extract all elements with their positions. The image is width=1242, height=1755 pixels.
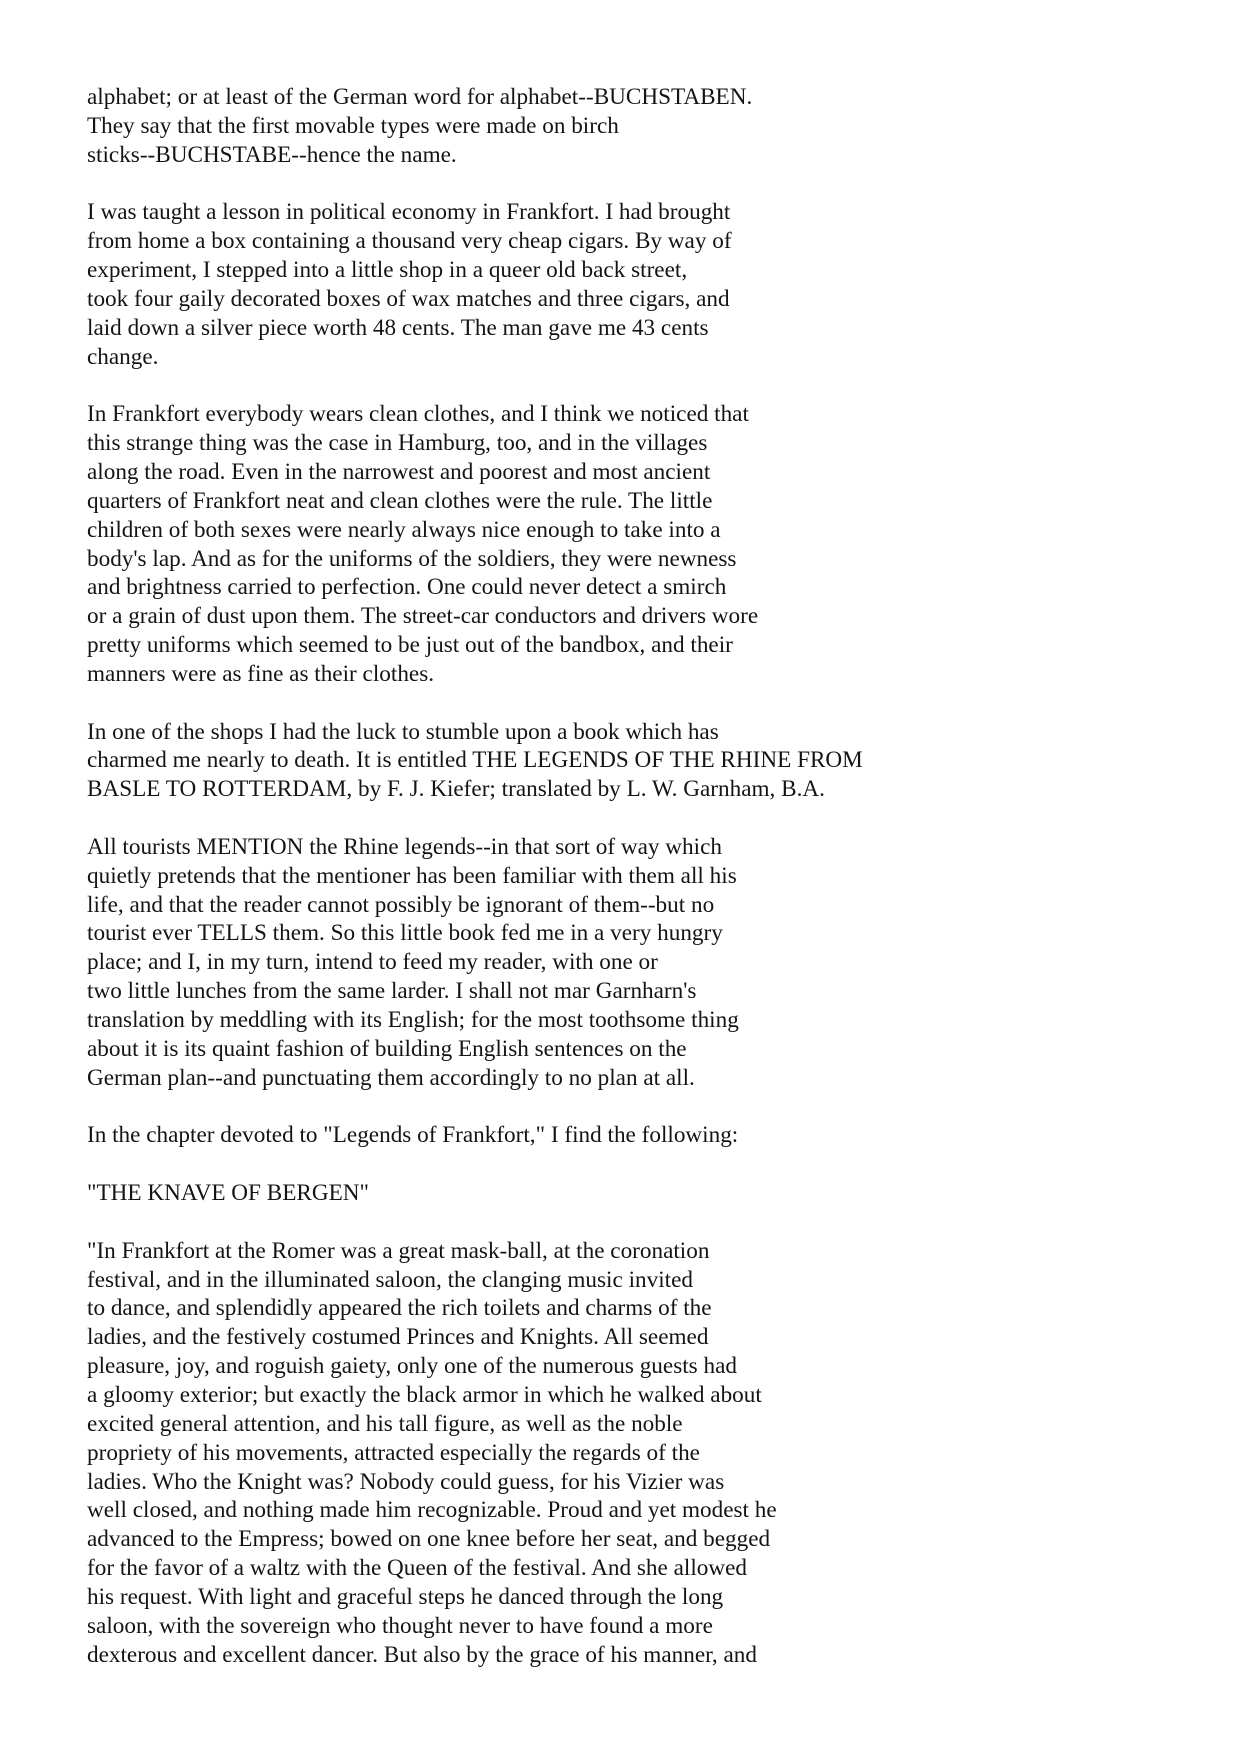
text-line: experiment, I stepped into a little shop in a queer old back street, — [87, 257, 688, 284]
paragraph-alphabet — [87, 83, 1187, 170]
text-line: or a grain of dust upon them. The street-car conductors and drivers wore — [87, 603, 759, 630]
text-line: advanced to the Empress; bowed on one knee before her seat, and begged — [87, 1526, 771, 1553]
text-line: quarters of Frankfort neat and clean clothes were the rule. The little — [87, 487, 713, 514]
text-line: his request. With light and graceful steps he danced through the long — [87, 1583, 724, 1610]
text-line: for the favor of a waltz with the Queen of the festival. And she allowed — [87, 1555, 747, 1582]
text-line: to dance, and splendidly appeared the rich toilets and charms of the — [87, 1295, 712, 1322]
text-line: this strange thing was the case in Hamburg, too, and in the villages — [87, 430, 708, 457]
text-line: translation by meddling with its English; for the most toothsome thing — [87, 1007, 739, 1033]
text-line: German plan--and punctuating them accordingly to no plan at all. — [87, 1064, 695, 1091]
text-line: festival, and in the illuminated saloon, the clanging music invited — [87, 1266, 693, 1293]
text-line: two little lunches from the same larder. I shall not mar Garnharn's — [87, 978, 697, 1005]
text-line: quietly pretends that the mentioner has been familiar with them all his — [87, 862, 737, 889]
text-line: pretty uniforms which seemed to be just out of the bandbox, and their — [87, 632, 733, 659]
text-line: life, and that the reader cannot possibly be ignorant of them--but no — [87, 891, 715, 918]
legend-title — [87, 1179, 1187, 1208]
paragraph-legends-book — [87, 718, 1187, 805]
document-page — [87, 83, 1187, 1698]
paragraph-mask-ball — [87, 1237, 1187, 1670]
text-line: In one of the shops I had the luck to stumble upon a book which has — [87, 718, 719, 745]
text-line: tourist ever TELLS them. So this little book fed me in a very hungry — [87, 920, 723, 947]
text-line: alphabet; or at least of the German word for alphabet--BUCHSTABEN. — [87, 84, 753, 110]
text-line: ladies. Who the Knight was? Nobody could guess, for his Vizier was — [87, 1468, 725, 1495]
text-line: body's lap. And as for the uniforms of the soldiers, they were newness — [87, 545, 737, 572]
text-line: pleasure, joy, and roguish gaiety, only one of the numerous guests had — [87, 1353, 737, 1380]
text-line: change. — [87, 343, 159, 370]
text-line: propriety of his movements, attracted especially the regards of the — [87, 1439, 700, 1466]
text-line: and brightness carried to perfection. One could never detect a smirch — [87, 574, 727, 601]
paragraph-tourists — [87, 833, 1187, 1093]
text-line: dexterous and excellent dancer. But also by the grace of his manner, and — [87, 1641, 757, 1668]
text-line: All tourists MENTION the Rhine legends--in that sort of way which — [87, 833, 722, 860]
text-line: about it is its quaint fashion of building English sentences on the — [87, 1035, 687, 1062]
text-line: sticks--BUCHSTABE--hence the name. — [87, 141, 457, 168]
text-line: took four gaily decorated boxes of wax matches and three cigars, and — [87, 285, 730, 312]
text-line: place; and I, in my turn, intend to feed my reader, with one or — [87, 949, 658, 976]
text-line: children of both sexes were nearly always nice enough to take into a — [87, 516, 721, 543]
text-line: They say that the first movable types were made on birch — [87, 112, 619, 139]
text-line: laid down a silver piece worth 48 cents. The man gave me 43 cents — [87, 314, 709, 341]
text-line: In the chapter devoted to "Legends of Frankfort," I find the following: — [87, 1122, 739, 1149]
paragraph-chapter-intro — [87, 1121, 1187, 1150]
paragraph-political-economy — [87, 198, 1187, 371]
text-line: along the road. Even in the narrowest and poorest and most ancient — [87, 458, 711, 485]
text-line: well closed, and nothing made him recognizable. Proud and yet modest he — [87, 1497, 777, 1524]
text-line: a gloomy exterior; but exactly the black armor in which he walked about — [87, 1381, 762, 1408]
text-line: from home a box containing a thousand very cheap cigars. By way of — [87, 228, 732, 255]
text-line: excited general attention, and his tall figure, as well as the noble — [87, 1410, 683, 1437]
text-line: ladies, and the festively costumed Princes and Knights. All seemed — [87, 1324, 709, 1351]
text-line: BASLE TO ROTTERDAM, by F. J. Kiefer; translated by L. W. Garnham, B.A. — [87, 776, 825, 803]
text-line: I was taught a lesson in political economy in Frankfort. I had brought — [87, 199, 731, 226]
text-line: "THE KNAVE OF BERGEN" — [87, 1180, 369, 1207]
text-line: charmed me nearly to death. It is entitled THE LEGENDS OF THE RHINE FROM — [87, 747, 863, 774]
text-line: "In Frankfort at the Romer was a great mask-ball, at the coronation — [87, 1237, 710, 1264]
text-line: saloon, with the sovereign who thought never to have found a more — [87, 1612, 713, 1639]
text-line: manners were as fine as their clothes. — [87, 660, 435, 687]
paragraph-clean-clothes — [87, 400, 1187, 688]
text-line: In Frankfort everybody wears clean clothes, and I think we noticed that — [87, 401, 749, 428]
